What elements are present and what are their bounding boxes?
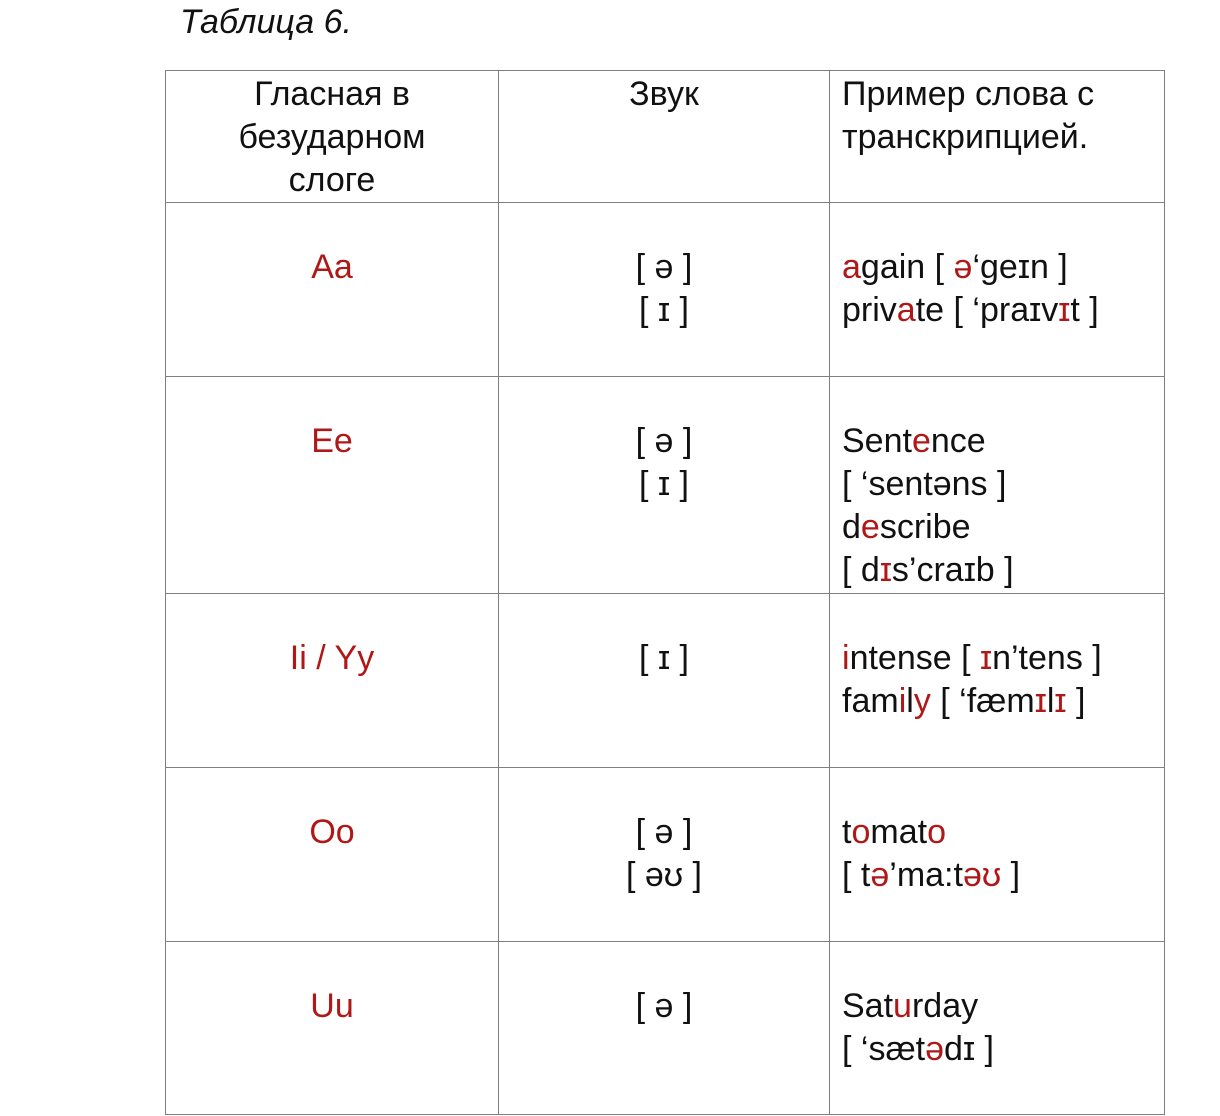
highlighted-segment: ɪ xyxy=(1054,682,1067,720)
table-row xyxy=(166,594,1165,768)
highlighted-segment: y xyxy=(913,682,931,720)
example-cell xyxy=(830,377,1165,594)
header-line: Гласная в xyxy=(254,75,410,113)
vowel-letters: Aa xyxy=(311,248,353,286)
example-line xyxy=(842,506,1164,549)
text-segment: [ d xyxy=(842,551,880,589)
example-line xyxy=(842,246,1164,289)
vowel-cell xyxy=(166,377,499,594)
text-segment: s’craɪb ] xyxy=(891,551,1014,589)
text-segment: dɪ ] xyxy=(944,1030,994,1068)
vowel-letters: Ii / Yy xyxy=(289,639,375,677)
sound-transcription: [ ə ] xyxy=(635,422,693,460)
highlighted-segment: ə xyxy=(925,1030,945,1068)
header-line: транскрипцией. xyxy=(842,118,1089,156)
highlighted-segment: ɪ xyxy=(879,551,892,589)
sound-cell xyxy=(499,594,830,768)
example-line xyxy=(842,1028,1164,1071)
text-segment: gain [ xyxy=(860,248,954,286)
sound-cell xyxy=(499,768,830,942)
text-segment: ] xyxy=(1066,682,1086,720)
header-line: Пример слова с xyxy=(842,75,1095,113)
sound-transcription: [ ɪ ] xyxy=(639,291,689,329)
highlighted-segment: o xyxy=(927,813,946,851)
table-caption: Таблица 6. xyxy=(180,3,352,41)
vowel-cell xyxy=(166,942,499,1115)
text-segment: [ t xyxy=(842,856,871,894)
text-segment: nce xyxy=(930,422,986,460)
text-segment: l xyxy=(1046,682,1055,720)
header-sound xyxy=(499,71,830,203)
text-segment: d xyxy=(842,508,861,546)
sound-transcription: [ ə ] xyxy=(635,813,693,851)
highlighted-segment: e xyxy=(911,422,931,460)
highlighted-segment: ə xyxy=(870,856,890,894)
text-segment: fam xyxy=(842,682,899,720)
header-row xyxy=(166,71,1165,203)
sound-transcription: [ ɪ ] xyxy=(639,639,689,677)
highlighted-segment: u xyxy=(893,987,912,1025)
vowel-cell xyxy=(166,594,499,768)
text-segment: ] xyxy=(1001,856,1021,894)
sound-transcription: [ ə ] xyxy=(635,987,693,1025)
highlighted-segment: e xyxy=(860,508,880,546)
sound-transcription: [ əʊ ] xyxy=(625,856,703,894)
sound-cell xyxy=(499,942,830,1115)
vowel-cell xyxy=(166,768,499,942)
table-row xyxy=(166,942,1165,1115)
text-segment: [ ‘sæt xyxy=(842,1030,926,1068)
text-segment: ‘geɪn ] xyxy=(972,248,1068,286)
highlighted-segment: ɪ xyxy=(1034,682,1047,720)
example-cell xyxy=(830,942,1165,1115)
text-segment: ’ma:t xyxy=(889,856,963,894)
example-cell xyxy=(830,203,1165,377)
example-cell xyxy=(830,594,1165,768)
highlighted-segment: ɪ xyxy=(1058,291,1071,329)
header-vowel xyxy=(166,71,499,203)
example-line xyxy=(842,549,1164,592)
example-line xyxy=(842,680,1164,723)
highlighted-segment: a xyxy=(896,291,916,329)
text-segment: priv xyxy=(842,291,897,329)
highlighted-segment: o xyxy=(851,813,871,851)
sound-transcription: [ ɪ ] xyxy=(639,465,689,503)
text-segment: scribe xyxy=(879,508,971,546)
text-segment: mat xyxy=(870,813,928,851)
text-segment: Sat xyxy=(842,987,894,1025)
example-line xyxy=(842,289,1164,332)
example-line xyxy=(842,811,1164,854)
header-line: безударном xyxy=(238,118,426,156)
header-line: Звук xyxy=(629,75,699,113)
table-row xyxy=(166,768,1165,942)
vowel-table xyxy=(165,70,1165,1115)
example-cell xyxy=(830,768,1165,942)
text-segment: t ] xyxy=(1070,291,1099,329)
example-line xyxy=(842,420,1164,463)
text-segment: [ ‘fæm xyxy=(930,682,1035,720)
text-segment: rday xyxy=(911,987,979,1025)
highlighted-segment: ɪ xyxy=(979,639,993,677)
text-segment: te [ ‘praɪv xyxy=(915,291,1059,329)
text-segment: ntense [ xyxy=(849,639,980,677)
highlighted-segment: ə xyxy=(953,248,973,286)
text-segment: [ ‘sentəns ] xyxy=(842,465,1007,503)
header-example xyxy=(830,71,1165,203)
sound-cell xyxy=(499,203,830,377)
text-segment: n’tens ] xyxy=(992,639,1102,677)
text-segment: t xyxy=(842,813,852,851)
vowel-cell xyxy=(166,203,499,377)
example-line xyxy=(842,985,1164,1028)
example-line xyxy=(842,463,1164,506)
highlighted-segment: i xyxy=(898,682,907,720)
highlighted-segment: a xyxy=(842,248,861,286)
table-row xyxy=(166,377,1165,594)
sound-cell xyxy=(499,377,830,594)
highlighted-segment: i xyxy=(842,639,850,677)
example-line xyxy=(842,637,1164,680)
vowel-letters: Ee xyxy=(311,422,353,460)
sound-transcription: [ ə ] xyxy=(635,248,693,286)
text-segment: l xyxy=(906,682,914,720)
vowel-letters: Oo xyxy=(309,813,355,851)
example-line xyxy=(842,854,1164,897)
header-line: слоге xyxy=(288,161,376,199)
text-segment: Sent xyxy=(842,422,912,460)
vowel-letters: Uu xyxy=(310,987,354,1025)
table-row xyxy=(166,203,1165,377)
highlighted-segment: əʊ xyxy=(962,856,1002,894)
